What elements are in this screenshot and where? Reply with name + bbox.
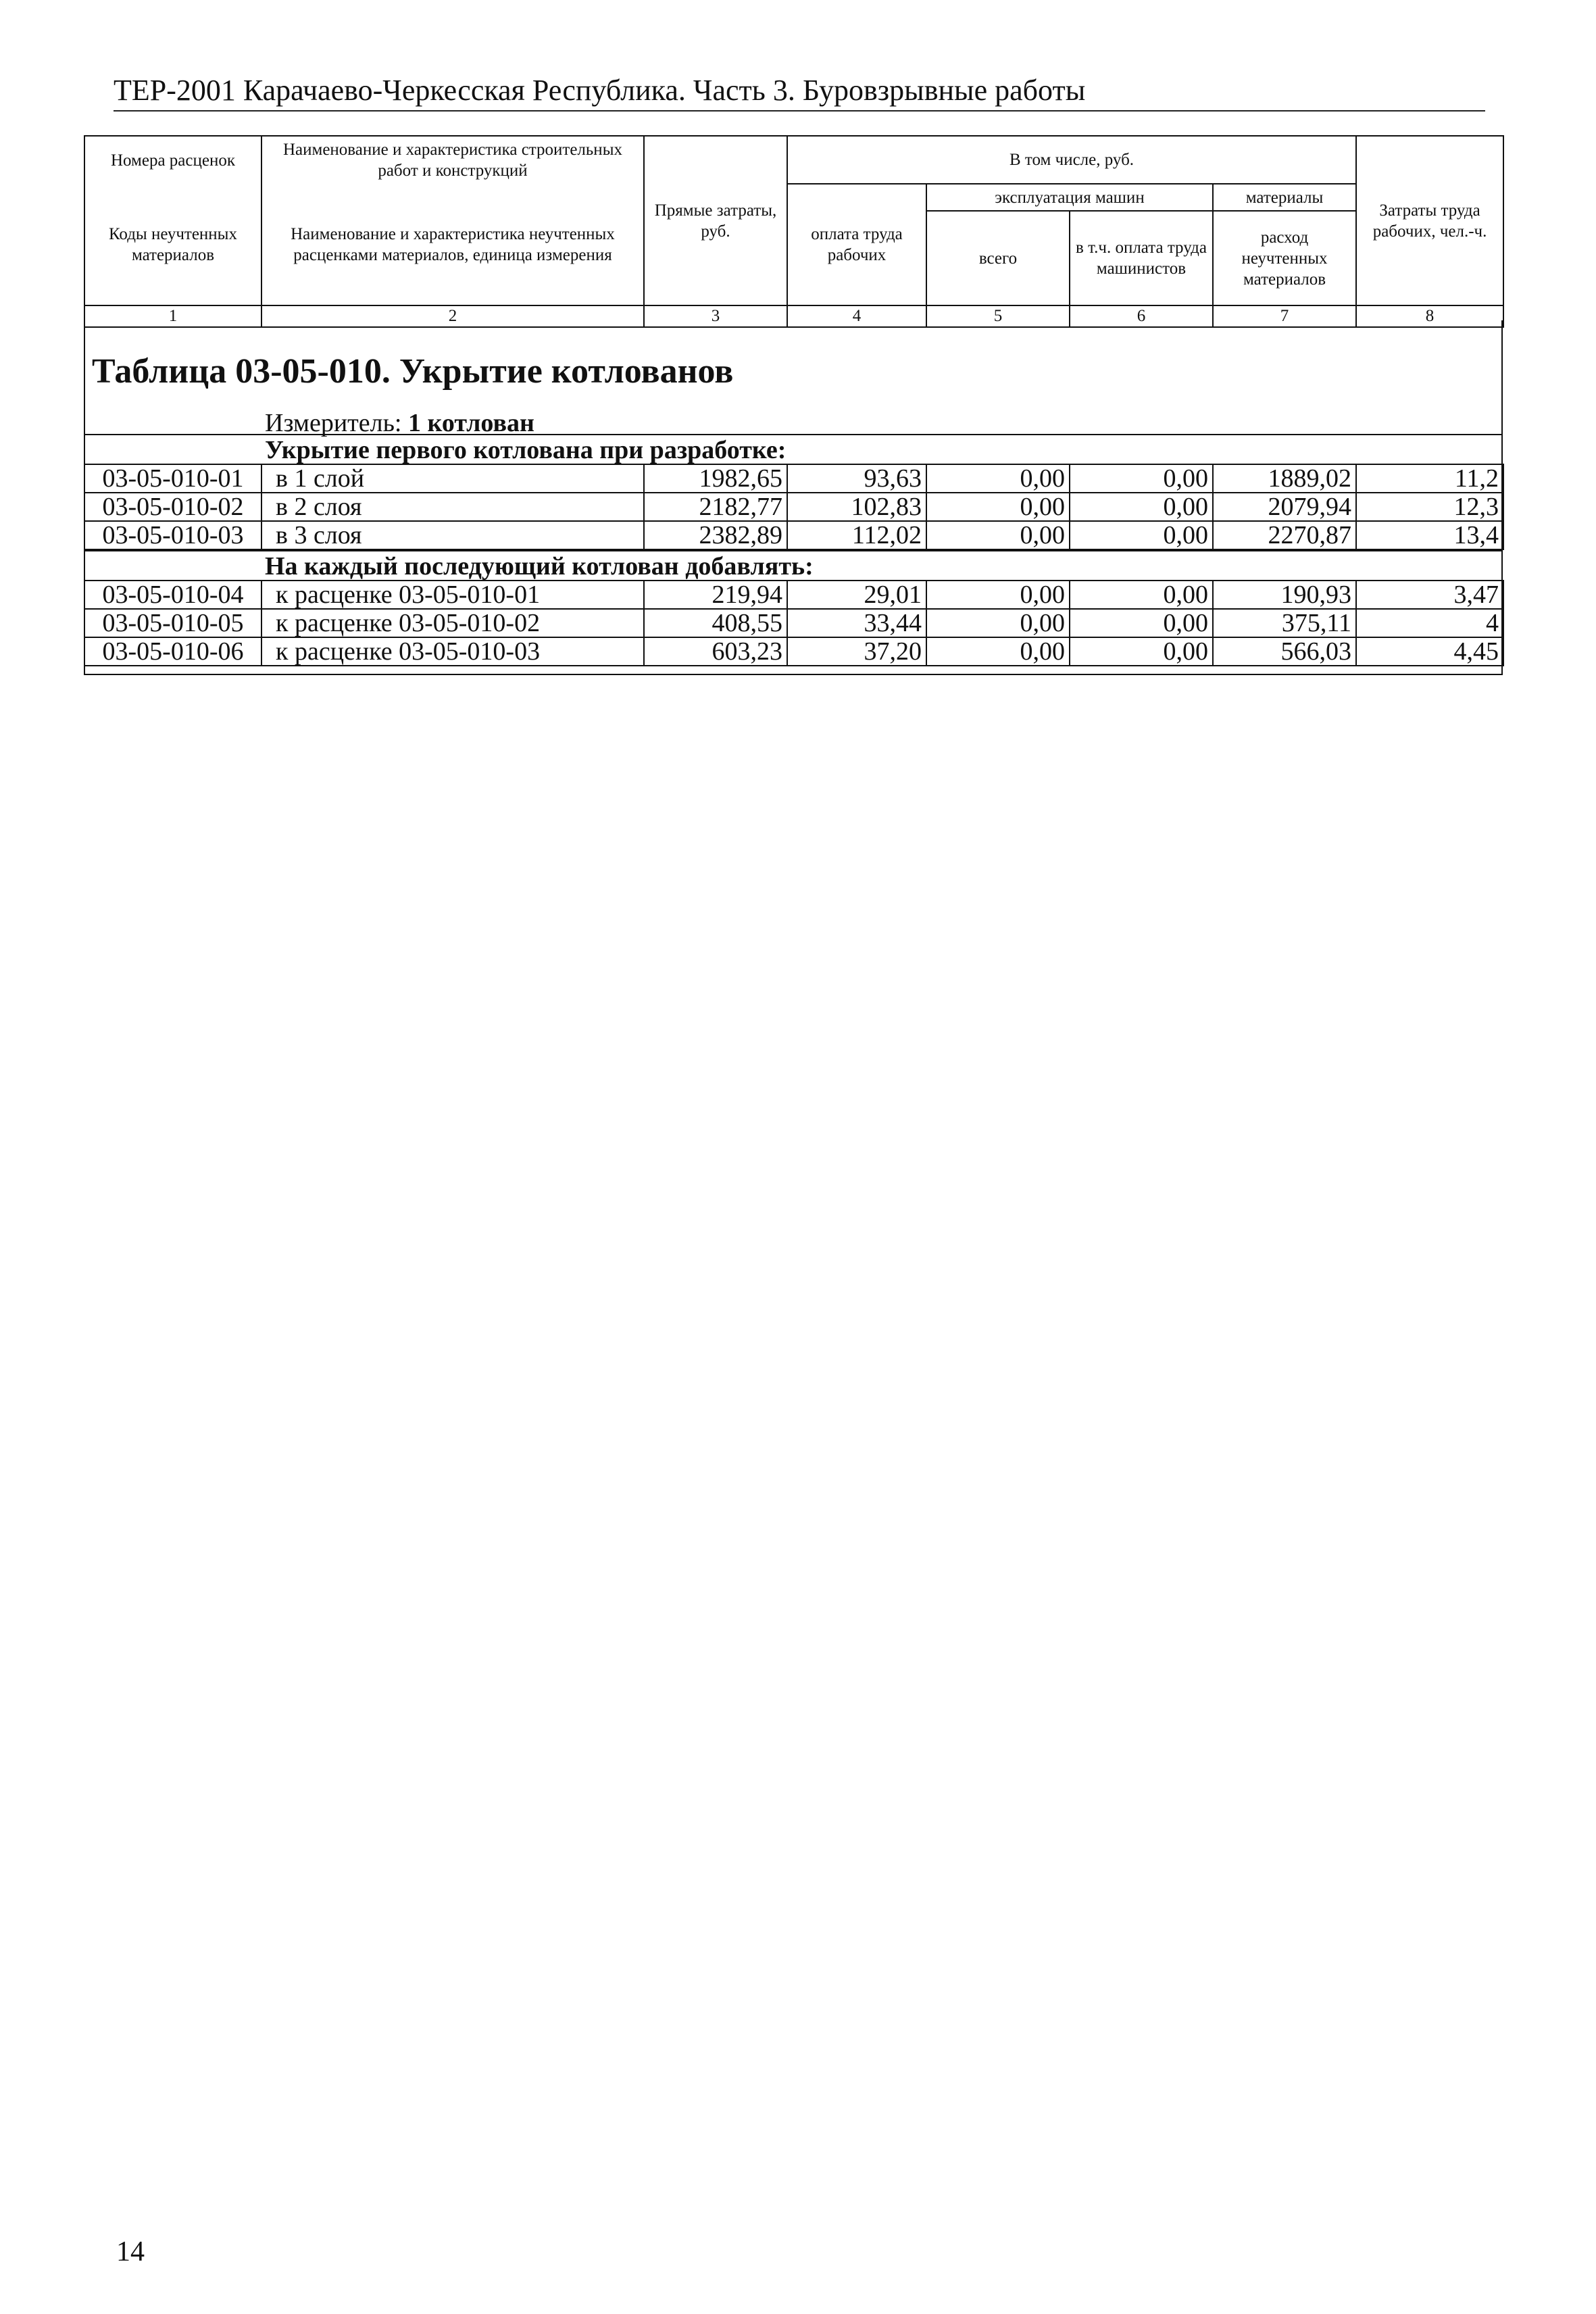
rate-name: к расценке 03-05-010-02 (261, 609, 644, 637)
running-title: ТЕР-2001 Карачаево-Черкесская Республика. Часть 3. Буровзрывные работы (114, 74, 1086, 107)
meter-label: Измеритель: (265, 409, 402, 437)
header-col1-top: Номера расценок (84, 136, 261, 184)
labor-hours: 12,3 (1356, 493, 1503, 521)
labor-cost: 93,63 (787, 464, 926, 493)
materials-cost: 2270,87 (1213, 521, 1356, 549)
machines-total: 0,00 (926, 609, 1070, 637)
header-machines: эксплуатация машин (926, 184, 1213, 211)
rate-code: 03-05-010-04 (84, 581, 261, 609)
header-col2-top: Наименование и характеристика строительных работ и конструкций (261, 136, 644, 184)
machines-total: 0,00 (926, 493, 1070, 521)
column-number: 6 (1070, 305, 1213, 327)
section-heading-text: Укрытие первого котлована при разработке: (265, 436, 787, 464)
materials-cost: 1889,02 (1213, 464, 1356, 493)
rate-name: в 2 слоя (261, 493, 644, 521)
table-row (84, 609, 1503, 637)
direct-cost: 219,94 (644, 581, 787, 609)
rate-code: 03-05-010-05 (84, 609, 261, 637)
machines-total: 0,00 (926, 521, 1070, 549)
direct-cost: 603,23 (644, 637, 787, 666)
header-col4: оплата труда рабочих (787, 184, 926, 305)
rate-name: к расценке 03-05-010-03 (261, 637, 644, 666)
rate-code: 03-05-010-06 (84, 637, 261, 666)
meter-value: 1 котлован (408, 409, 534, 437)
materials-cost: 375,11 (1213, 609, 1356, 637)
section-heading (84, 434, 1503, 464)
header-group: В том числе, руб. (787, 136, 1356, 184)
machines-labor: 0,00 (1070, 609, 1213, 637)
header-col8: Затраты труда рабочих, чел.-ч. (1356, 136, 1503, 305)
table-row (84, 521, 1503, 549)
labor-cost: 112,02 (787, 521, 926, 549)
direct-cost: 408,55 (644, 609, 787, 637)
machines-total: 0,00 (926, 464, 1070, 493)
title-rule (114, 110, 1485, 112)
table-title: Таблица 03-05-010. Укрытие котлованов (92, 352, 734, 391)
machines-total: 0,00 (926, 637, 1070, 666)
column-number: 2 (261, 305, 644, 327)
column-number: 7 (1213, 305, 1356, 327)
materials-cost: 2079,94 (1213, 493, 1356, 521)
rates-table-section-2 (84, 580, 1504, 666)
direct-cost: 2382,89 (644, 521, 787, 549)
rate-code: 03-05-010-02 (84, 493, 261, 521)
labor-hours: 13,4 (1356, 521, 1503, 549)
rates-table-section-1 (84, 464, 1504, 550)
machines-total: 0,00 (926, 581, 1070, 609)
labor-hours: 3,47 (1356, 581, 1503, 609)
labor-hours: 11,2 (1356, 464, 1503, 493)
rate-code: 03-05-010-01 (84, 464, 261, 493)
header-materials: материалы (1213, 184, 1356, 211)
column-number: 8 (1356, 305, 1503, 327)
header-col2-bottom: Наименование и характеристика неучтенных расценками материалов, единица измерения (261, 184, 644, 305)
page-number: 14 (116, 2236, 145, 2267)
rate-name: к расценке 03-05-010-01 (261, 581, 644, 609)
direct-cost: 1982,65 (644, 464, 787, 493)
header-col7: расход неучтенных материалов (1213, 211, 1356, 305)
labor-cost: 33,44 (787, 609, 926, 637)
table-row (84, 581, 1503, 609)
materials-cost: 566,03 (1213, 637, 1356, 666)
section-heading-text: На каждый последующий котлован добавлять: (265, 552, 814, 581)
table-row (84, 493, 1503, 521)
machines-labor: 0,00 (1070, 637, 1213, 666)
machines-labor: 0,00 (1070, 464, 1213, 493)
labor-cost: 102,83 (787, 493, 926, 521)
rate-name: в 1 слой (261, 464, 644, 493)
column-number: 1 (84, 305, 261, 327)
machines-labor: 0,00 (1070, 493, 1213, 521)
materials-cost: 190,93 (1213, 581, 1356, 609)
machines-labor: 0,00 (1070, 521, 1213, 549)
table-row (84, 637, 1503, 666)
column-number: 3 (644, 305, 787, 327)
labor-hours: 4,45 (1356, 637, 1503, 666)
direct-cost: 2182,77 (644, 493, 787, 521)
table-row (84, 464, 1503, 493)
section-heading (84, 550, 1503, 580)
labor-cost: 29,01 (787, 581, 926, 609)
machines-labor: 0,00 (1070, 581, 1213, 609)
column-number: 5 (926, 305, 1070, 327)
header-col1-bottom: Коды неучтенных материалов (84, 184, 261, 305)
labor-hours: 4 (1356, 609, 1503, 637)
rate-name: в 3 слоя (261, 521, 644, 549)
rate-table-block (84, 320, 1503, 675)
rate-code: 03-05-010-03 (84, 521, 261, 549)
header-col3: Прямые затраты, руб. (644, 136, 787, 305)
labor-cost: 37,20 (787, 637, 926, 666)
header-col5: всего (926, 211, 1070, 305)
column-header-table (84, 135, 1504, 328)
header-col6: в т.ч. оплата труда машинистов (1070, 211, 1213, 305)
column-number: 4 (787, 305, 926, 327)
